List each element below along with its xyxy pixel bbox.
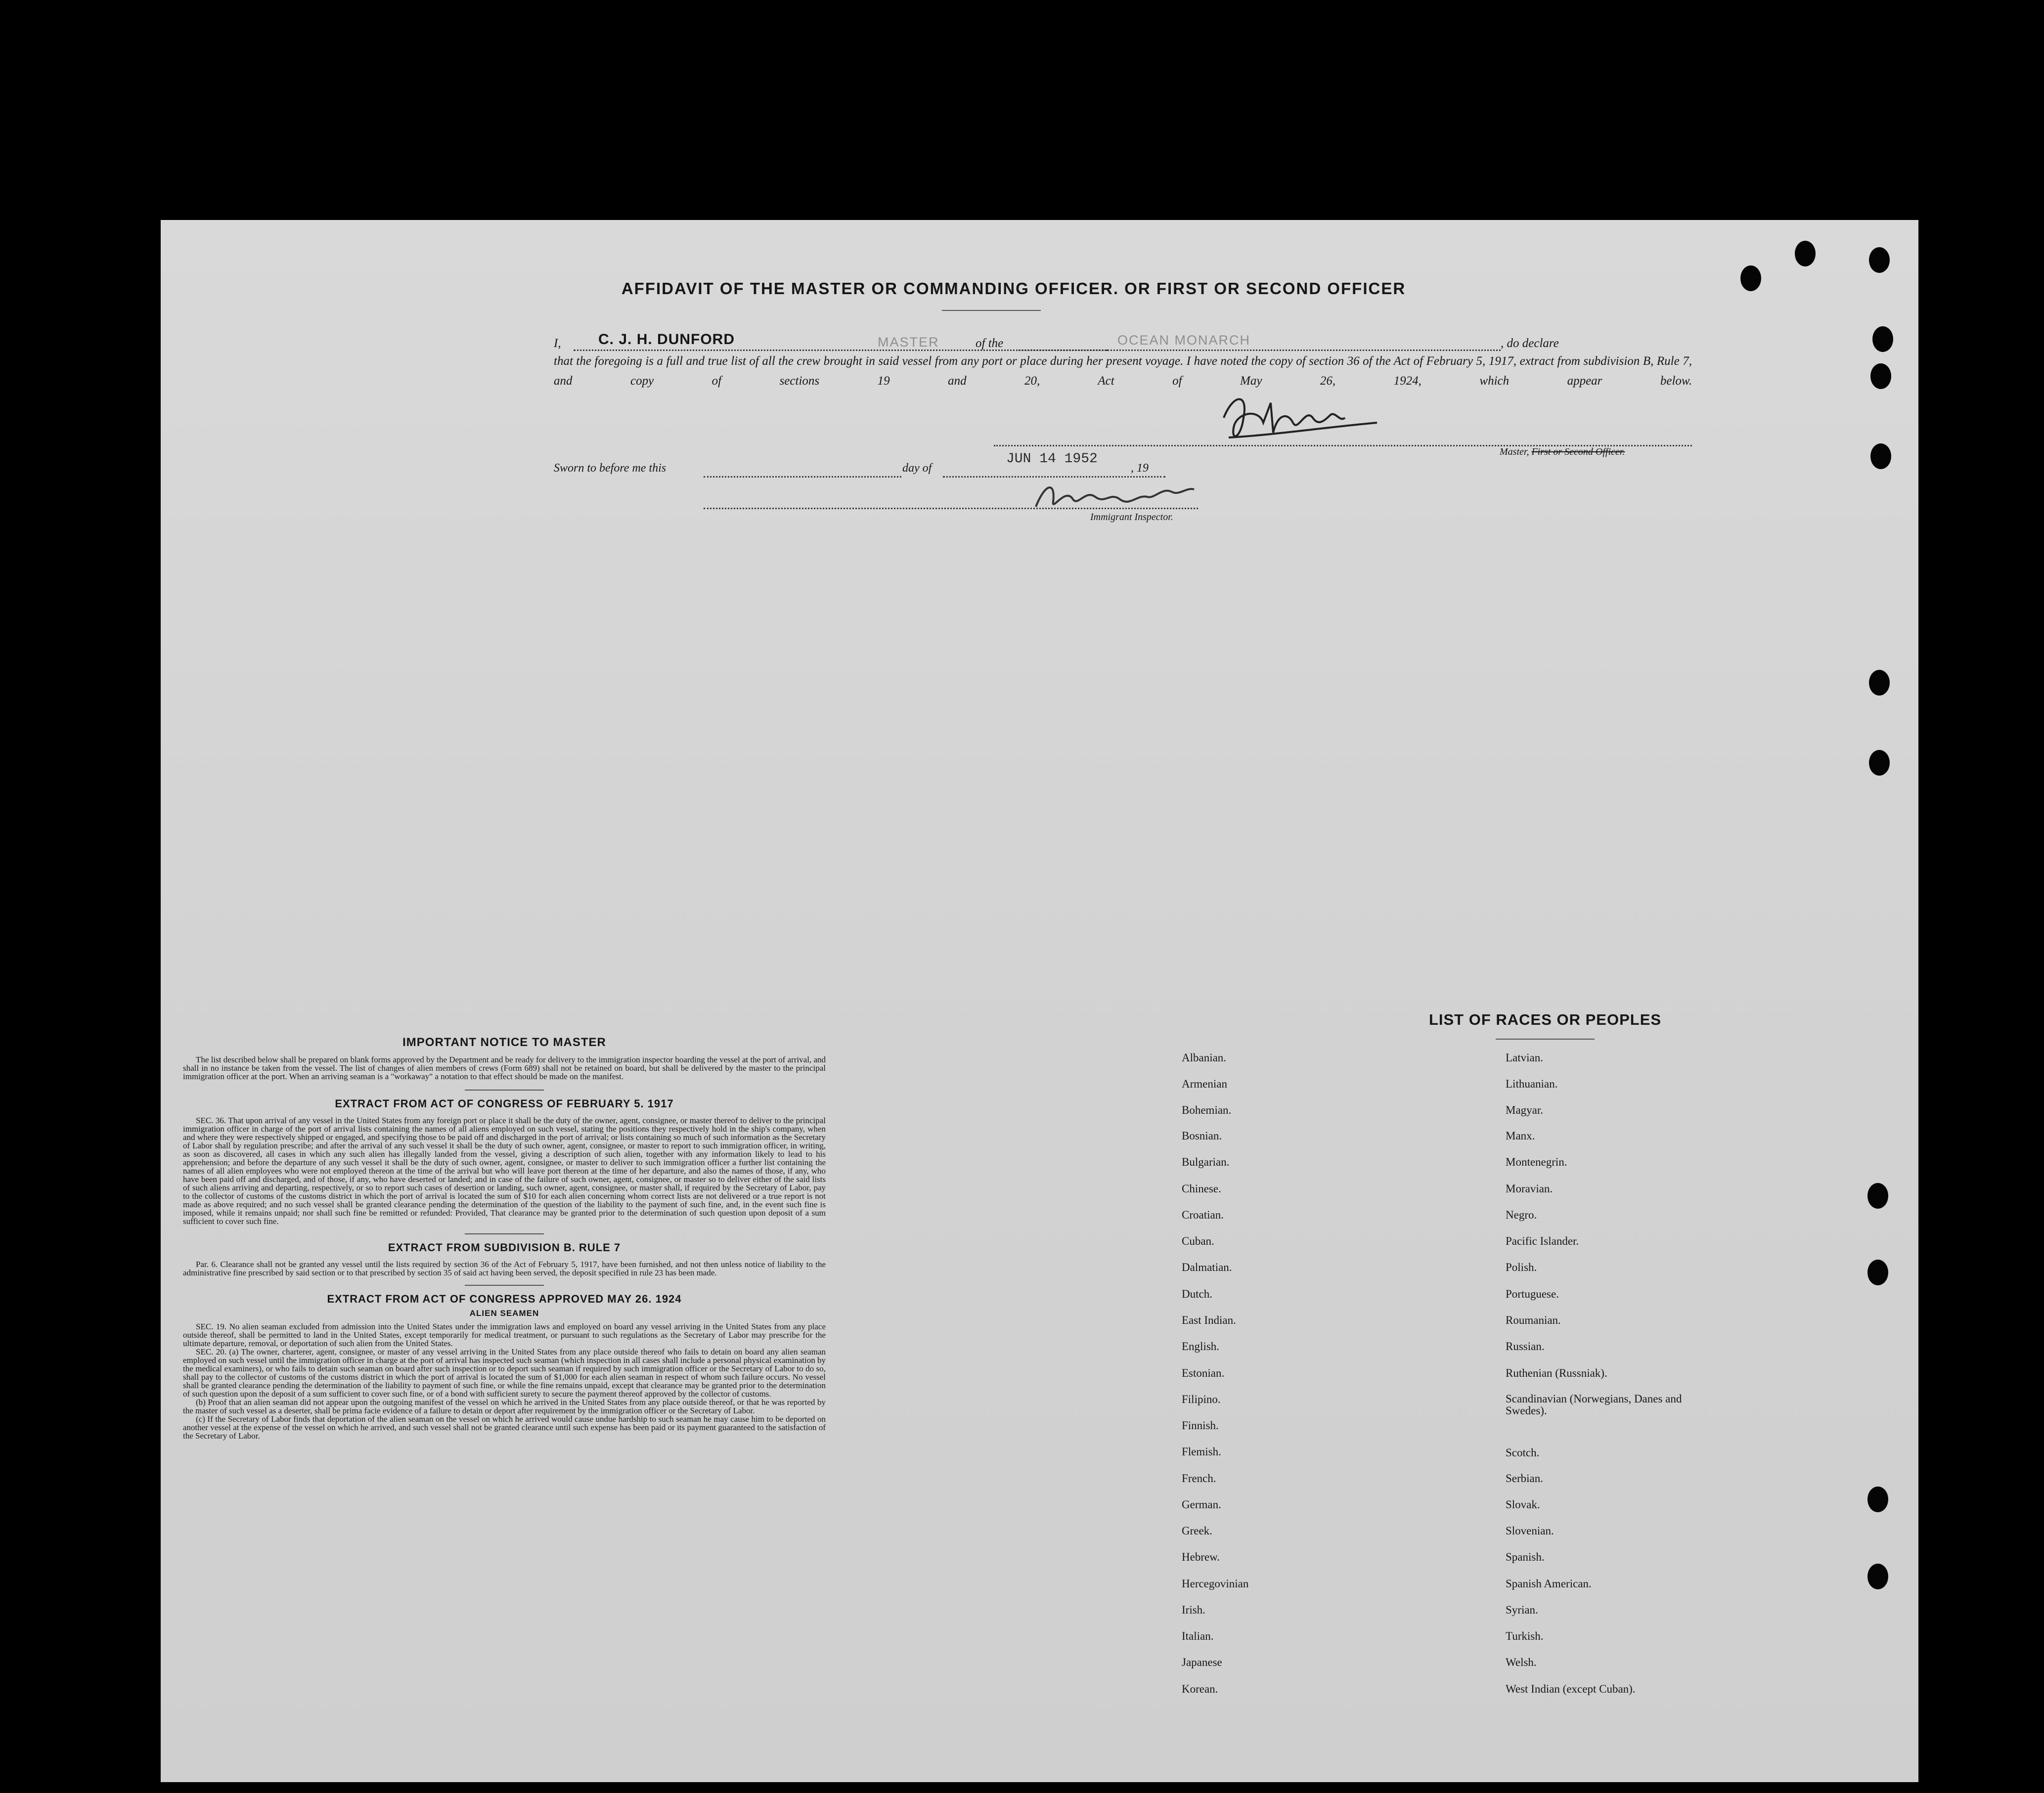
notice-divider — [465, 1090, 544, 1091]
race-item: West Indian (except Cuban). — [1506, 1683, 1636, 1695]
extract3-paragraph: SEC. 20. (a) The owner, charterer, agent, consignee, or master of any vessel arriving in the United States from any place outside thereof who fails to detain on board any alien seaman employed on such vessel until the immigration officer in charge at the port of arrival has inspected such seaman (which inspection in all cases shall include a personal physical examination by the medical examiners), or who fails to detain such seaman on board after such inspection or to deport such seaman if required by such immigration officer or the Secretary of Labor to do so, shall pay to the collector of customs of the customs district in which the port of arrival is located the sum of $1,000 for each alien seaman in respect of whom such failure occurs. No vessel shall be granted clearance pending the determination of the liability to payment of such fine, or while the fine remains unpaid, except that clearance may be granted prior to the determination of such question upon the deposit of a sum sufficient to cover such fine, or of a bond with sufficient surety to secure the payment thereof approved by the collector of customs. — [183, 1347, 826, 1399]
race-item: Dalmatian. — [1182, 1261, 1232, 1273]
race-item: Negro. — [1506, 1209, 1537, 1221]
race-item: Latvian. — [1506, 1051, 1543, 1064]
race-item: Magyar. — [1506, 1104, 1544, 1116]
punch-hole — [1740, 265, 1761, 291]
extract3-paragraph: SEC. 19. No alien seaman excluded from admission into the United States under the immigration laws and employed on board any vessel arriving in the United States from any place outside thereof, shall be permitted to land in the United States, except temporarily for medical treatment, or pursuant to such regulations as the Secretary of Labor may prescribe for the ultimate departure, removal, or deportation of such alien from the United States. — [183, 1322, 826, 1348]
race-item: French. — [1182, 1472, 1216, 1485]
notice-paragraph: The list described below shall be prepared on blank forms approved by the Department and be ready for delivery to the immigration inspector boarding the vessel at the port of arrival, and shall in no instance be taken from the vessel. The list of changes of alien members of crews (Form 689) shall not be retained on board, but shall be delivered by the master to the principal immigration officer at the port. When an arriving seaman is a "workaway" a notation to that effect should be made on the manifest. — [183, 1055, 826, 1081]
vessel-line — [1019, 350, 1501, 351]
race-item: Turkish. — [1506, 1630, 1544, 1642]
race-item: Spanish American. — [1506, 1577, 1592, 1590]
extract1-paragraph: SEC. 36. That upon arrival of any vessel in the United States from any foreign port or place it shall be the duty of the owner, agent, consignee, or master thereof to deliver to the principal immigration officer in charge of the port of arrival lists containing the names of all aliens employed on such vessel, stating the positions they respectively hold in the ship's company, when and where they were respectively shipped or engaged, and specifying those to be paid off and discharged in the port of arrival; or lists containing so much of such information as the Secretary of Labor shall by regulation prescribe; and after the arrival of any such vessel it shall be the duty of such owner, agent, consignee, or master to report to such immigration officer, in writing, as soon as discovered, all cases in which any such alien has illegally landed from the vessel, giving a description of such alien, together with any information likely to lead to his apprehension; and before the departure of any such vessel it shall be the duty of such owner, agent, consignee, or master to deliver to such immigration officer a further list containing the names of all alien employees who were not employed thereon at the time of the arrival but who will leave port thereon at the time of her departure, and also the names of those, if any, who have been paid off and discharged, and of those, if any, who have deserted or landed; and in case of the failure of such owner, agent, consignee, or master so to deliver either of the said lists of such aliens arriving and departing, respectively, or so to report such cases of desertion or landing, such owner, agent, consignee, or master shall, if required by the Secretary of Labor, pay to the collector of customs of the customs district in which the port of arrival is located the sum of $10 for each alien concerning whom correct lists are not delivered or a true report is not made as above required; and no such vessel shall be granted clearance pending the determination of the question of the liability to the payment of such fine, and, in the event such fine is imposed, while it remains unpaid; nor shall such fine be remitted or refunded: Provided, That clearance may be granted prior to the determination of such question upon deposit of a sum sufficient to cover such fine. — [183, 1116, 826, 1226]
master-caption-b: First or Second Officer. — [1531, 446, 1625, 457]
extract1-title: EXTRACT FROM ACT OF CONGRESS OF FEBRUARY 5. 1917 — [335, 1097, 674, 1110]
document-page — [161, 220, 1918, 1782]
race-item: Scandinavian (Norwegians, Danes and Swedes). — [1506, 1393, 1682, 1417]
race-item: German. — [1182, 1498, 1221, 1511]
declaration-text: that the foregoing is a full and true list of all the crew brought in said vessel from any port or place during her present voyage. I have noted the copy of section 36 of the Act of February 5, 1917, extract from subdivision B, Rule 7, and copy of sections 19 and 20, Act of May 26, 1924, which appear below. — [554, 354, 1692, 388]
race-item: Albanian. — [1182, 1051, 1227, 1064]
race-item: English. — [1182, 1340, 1220, 1353]
intro-i: I, — [554, 337, 561, 350]
race-item: Dutch. — [1182, 1288, 1212, 1300]
punch-hole — [1867, 1183, 1888, 1209]
race-item: Flemish. — [1182, 1445, 1221, 1458]
extract2-title: EXTRACT FROM SUBDIVISION B. RULE 7 — [388, 1241, 621, 1254]
race-item: Portuguese. — [1506, 1288, 1559, 1300]
race-item: Hercegovinian — [1182, 1577, 1249, 1590]
race-item: Estonian. — [1182, 1367, 1225, 1379]
punch-hole — [1869, 670, 1890, 696]
race-item: Filipino. — [1182, 1393, 1221, 1405]
sworn-label: Sworn to before me this — [554, 462, 667, 475]
punch-hole — [1870, 443, 1891, 469]
race-item: Japanese — [1182, 1656, 1222, 1668]
race-item: Polish. — [1506, 1261, 1537, 1273]
race-item: Syrian. — [1506, 1604, 1538, 1616]
extract3-body — [183, 1322, 826, 1440]
race-item: Roumanian. — [1506, 1314, 1561, 1326]
day-of-label: day of — [902, 462, 932, 475]
extract1-divider — [465, 1233, 544, 1234]
races-title-rule — [1496, 1039, 1595, 1040]
race-item: Hebrew. — [1182, 1551, 1220, 1563]
race-item: Spanish. — [1506, 1551, 1545, 1563]
race-item: Finnish. — [1182, 1419, 1219, 1432]
race-item: Croatian. — [1182, 1209, 1224, 1221]
race-item: Pacific Islander. — [1506, 1235, 1579, 1247]
race-item: Ruthenian (Russniak). — [1506, 1367, 1607, 1379]
race-item: Moravian. — [1506, 1182, 1553, 1195]
punch-hole — [1867, 1564, 1888, 1589]
extract1-body — [183, 1116, 826, 1225]
inspector-caption: Immigrant Inspector. — [1090, 512, 1173, 523]
master-caption-a: Master, — [1500, 446, 1529, 457]
race-item: Bosnian. — [1182, 1130, 1222, 1142]
race-item: Irish. — [1182, 1604, 1205, 1616]
master-signature — [1214, 388, 1387, 452]
extract2-divider — [465, 1285, 544, 1286]
race-item: Italian. — [1182, 1630, 1214, 1642]
officer-name: C. J. H. DUNFORD — [598, 331, 735, 348]
extract3-paragraph: (c) If the Secretary of Labor finds that deportation of the alien seaman on the vessel on which he arrived would cause undue hardship to such seaman he may cause him to be deported on another vessel at the expense of the vessel on which he arrived, and such vessel shall not be granted clearance until such expense has been paid or its payment guaranteed to the satisfaction of the Secretary of Labor. — [183, 1414, 826, 1441]
vessel-name: OCEAN MONARCH — [1117, 333, 1251, 348]
punch-hole — [1869, 750, 1890, 776]
punch-hole — [1867, 1260, 1888, 1285]
master-caption — [1500, 446, 1625, 458]
officer-rank: MASTER — [878, 335, 939, 350]
race-item: Slovenian. — [1506, 1525, 1554, 1537]
title-rule — [942, 310, 1041, 311]
notice-title: IMPORTANT NOTICE TO MASTER — [402, 1036, 606, 1049]
race-item: Armenian — [1182, 1078, 1227, 1090]
year-prefix: , 19 — [1131, 462, 1149, 475]
race-item: Russian. — [1506, 1340, 1545, 1353]
extract2-paragraph: Par. 6. Clearance shall not be granted any vessel until the lists required by section 36 of the Act of February 5, 1917, have been furnished, and not then unless notice of liability to the administrative fine prescribed by said section or to that prescribed by section 35 of said act having been served, the deposit specified in rule 23 has been made. — [183, 1260, 826, 1277]
notice-body — [183, 1055, 826, 1081]
of-the-label: of the — [976, 337, 1004, 350]
punch-hole — [1872, 326, 1893, 352]
extract3-paragraph: (b) Proof that an alien seaman did not appear upon the outgoing manifest of the vessel on which he arrived in the United States from any place outside thereof, or that he was reported by the master of such vessel as a deserter, shall be prima facie evidence of a failure to detain or deport after requirement by the immigration officer or the Secretary of Labor. — [183, 1398, 826, 1415]
race-item: Korean. — [1182, 1683, 1218, 1695]
race-item: Scotch. — [1506, 1446, 1540, 1459]
races-title: LIST OF RACES OR PEOPLES — [1428, 1011, 1662, 1028]
race-item: Cuban. — [1182, 1235, 1214, 1247]
notice-column — [183, 1036, 826, 1440]
sworn-day-line — [704, 476, 901, 478]
race-item: Greek. — [1182, 1525, 1212, 1537]
date-stamp: JUN 14 1952 — [1006, 451, 1098, 467]
race-item: Serbian. — [1506, 1472, 1544, 1485]
punch-hole — [1795, 241, 1816, 266]
race-item: Bohemian. — [1182, 1104, 1232, 1116]
extract3-subtitle: ALIEN SEAMEN — [469, 1309, 539, 1318]
extract3-title: EXTRACT FROM ACT OF CONGRESS APPROVED MAY 26. 1924 — [327, 1293, 682, 1305]
race-item: East Indian. — [1182, 1314, 1236, 1326]
punch-hole — [1867, 1487, 1888, 1512]
extract2-body — [183, 1260, 826, 1277]
race-item: Montenegrin. — [1506, 1156, 1567, 1168]
affidavit-title: AFFIDAVIT OF THE MASTER OR COMMANDING OFFICER. OR FIRST OR SECOND OFFICER — [621, 279, 1406, 298]
do-declare-label: , do declare — [1501, 337, 1559, 350]
race-item: Chinese. — [1182, 1182, 1221, 1195]
race-item: Welsh. — [1506, 1656, 1537, 1668]
race-item: Bulgarian. — [1182, 1156, 1230, 1168]
race-item: Manx. — [1506, 1130, 1535, 1142]
punch-hole — [1870, 363, 1891, 389]
race-item: Slovak. — [1506, 1498, 1540, 1511]
race-item: Lithuanian. — [1506, 1078, 1558, 1090]
inspector-signature — [1031, 472, 1199, 517]
punch-hole — [1869, 247, 1890, 273]
